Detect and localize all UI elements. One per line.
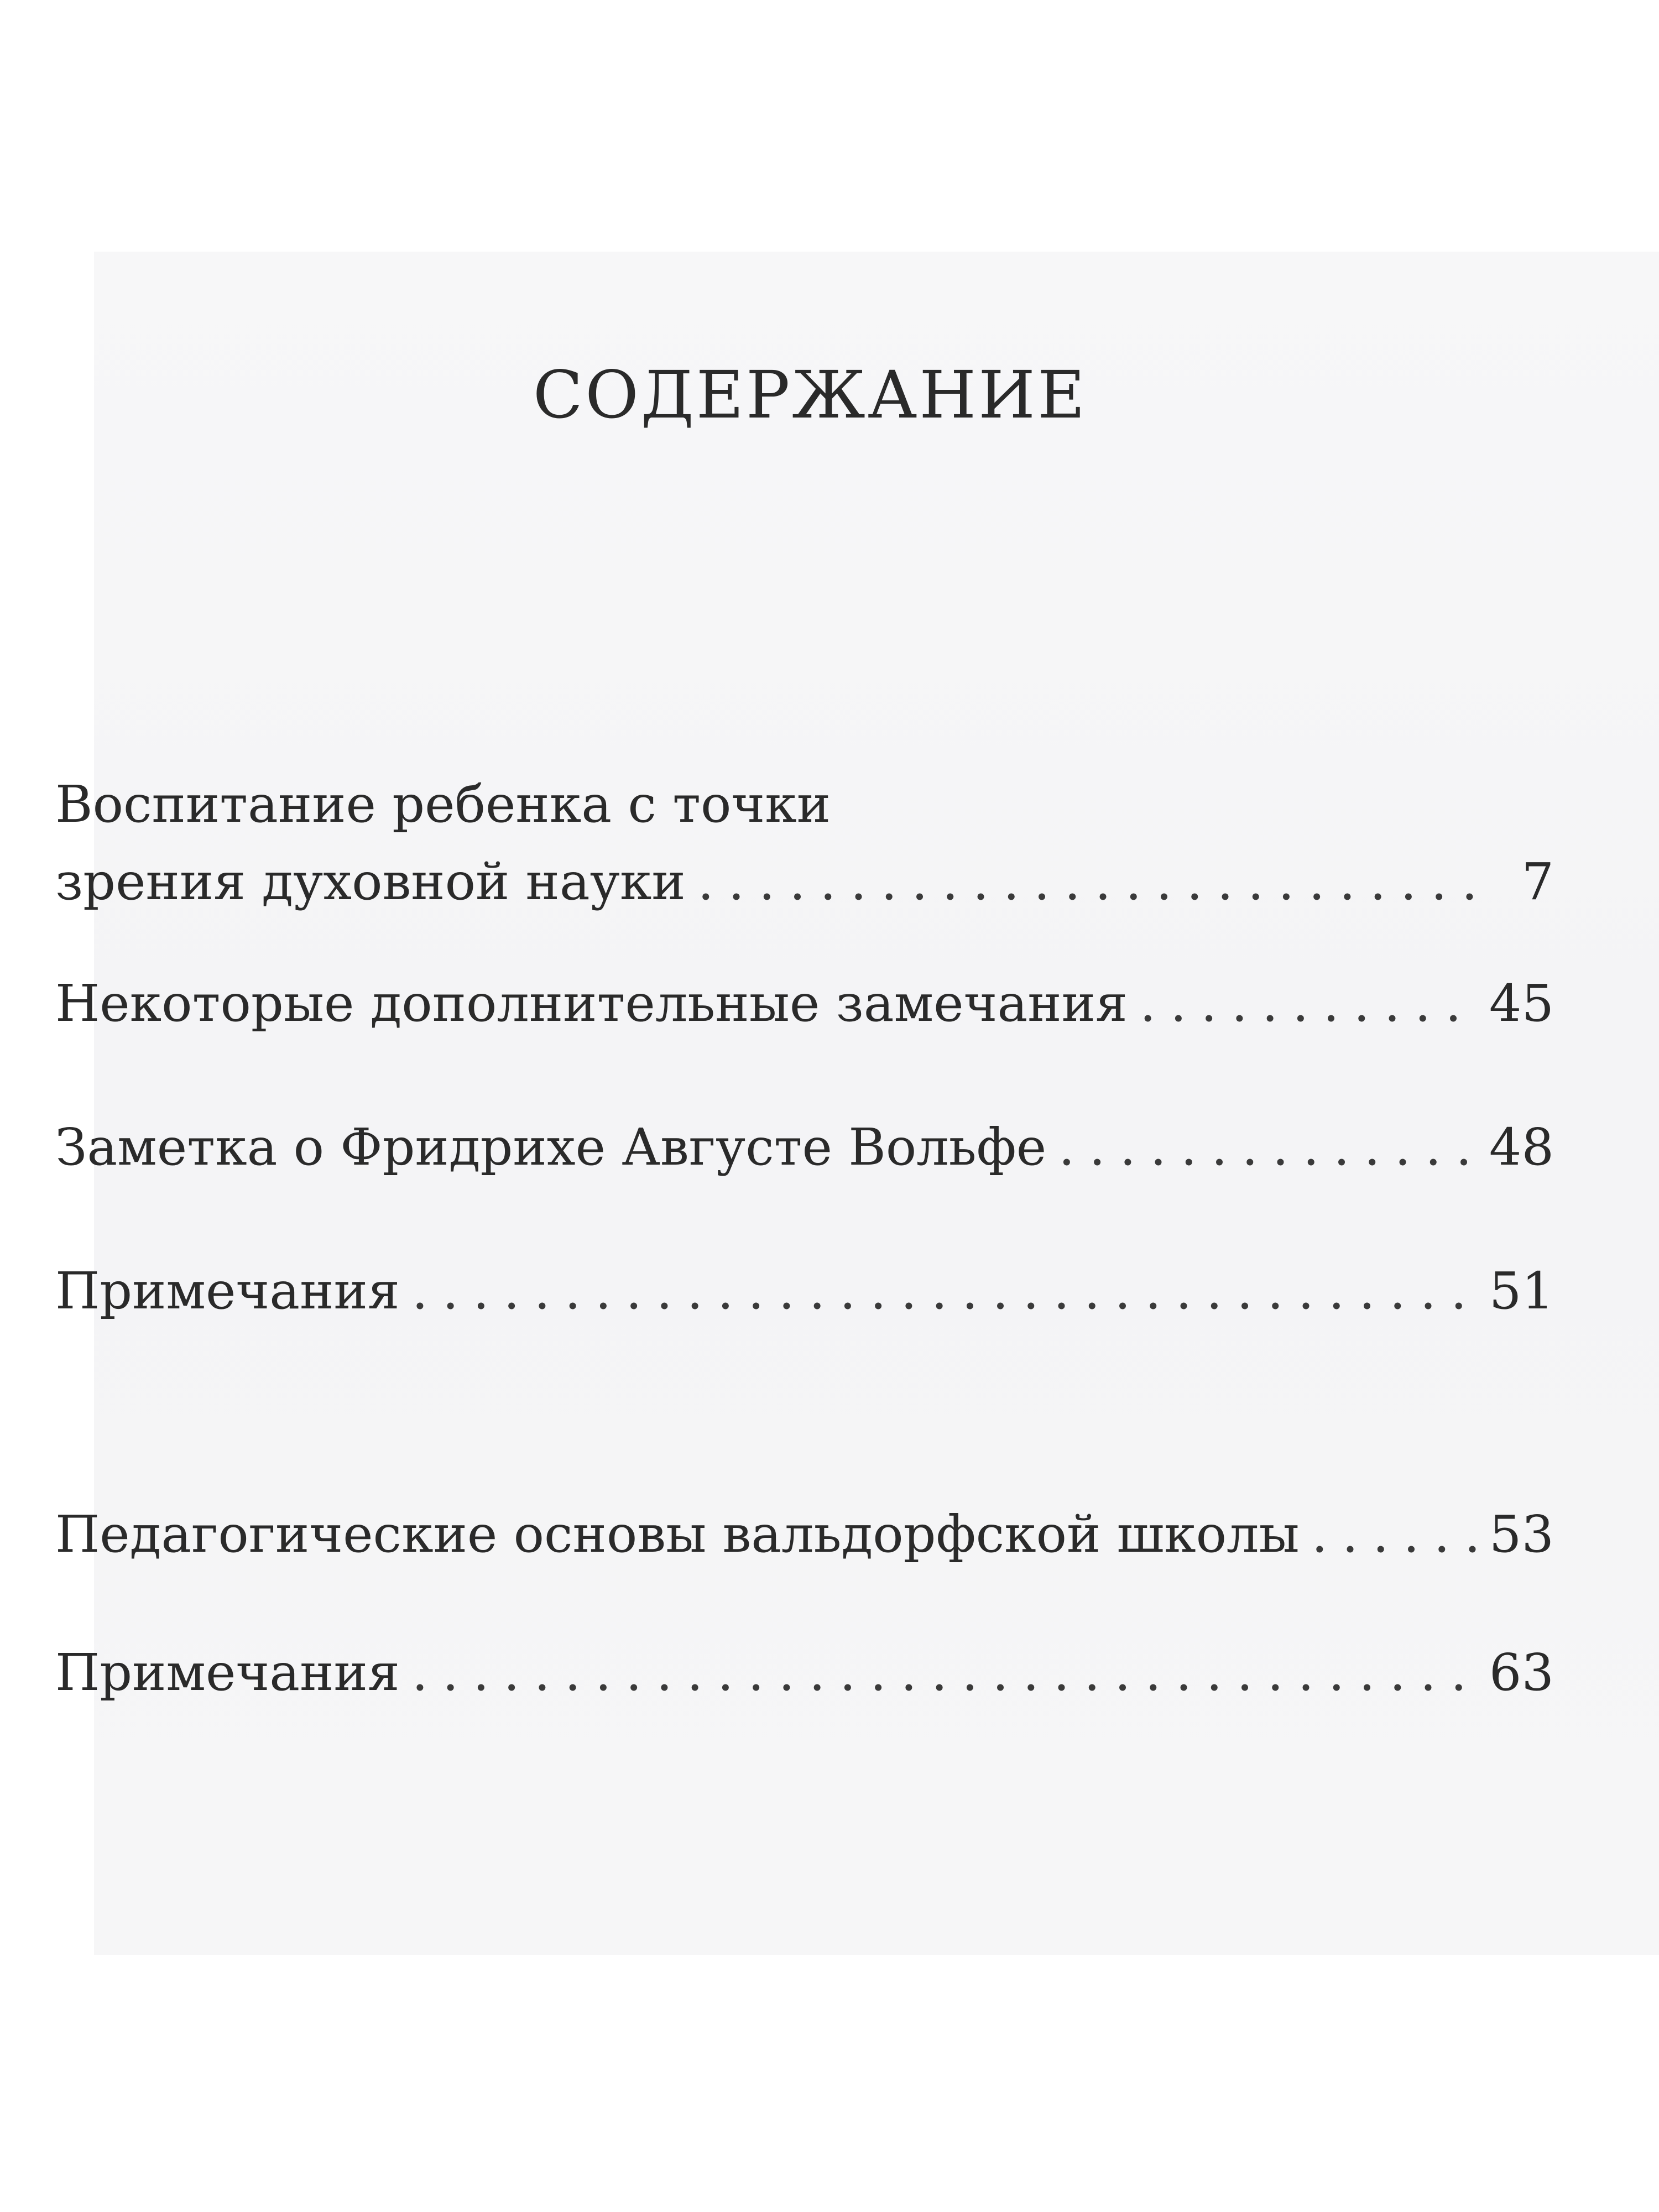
toc-entry-title: Некоторые дополнительные замечания	[55, 974, 1128, 1033]
toc-page-number: 45	[1489, 974, 1554, 1033]
page-title: СОДЕРЖАНИЕ	[533, 357, 1088, 433]
toc-entry	[55, 1496, 1554, 1573]
toc-entry-title: зрения духовной науки	[55, 852, 686, 911]
dot-leader	[412, 1634, 1477, 1712]
toc-page-number: 63	[1489, 1643, 1554, 1702]
toc-entry-title: Педагогические основы вальдорфской школы	[55, 1505, 1300, 1564]
toc-page-number: 7	[1521, 852, 1554, 911]
toc-page-number: 51	[1489, 1261, 1554, 1321]
toc-entry	[55, 766, 1554, 921]
toc-entry	[55, 1634, 1554, 1712]
toc-entry	[55, 965, 1554, 1042]
dot-leader	[1058, 1109, 1477, 1186]
toc-page-number: 53	[1489, 1505, 1554, 1564]
toc-entry-title-line1: Воспитание ребенка с точки	[55, 775, 831, 834]
toc-page-number: 48	[1489, 1118, 1554, 1177]
toc-entry-title: Примечания	[55, 1643, 400, 1702]
dot-leader	[1140, 965, 1477, 1042]
dot-leader	[412, 1253, 1477, 1330]
toc-entry	[55, 1109, 1554, 1186]
toc-entry-title: Примечания	[55, 1261, 400, 1321]
toc-entry-title: Заметка о Фридрихе Августе Вольфе	[55, 1118, 1047, 1177]
dot-leader	[1312, 1496, 1477, 1573]
dot-leader	[698, 843, 1481, 921]
toc-entry	[55, 1253, 1554, 1330]
